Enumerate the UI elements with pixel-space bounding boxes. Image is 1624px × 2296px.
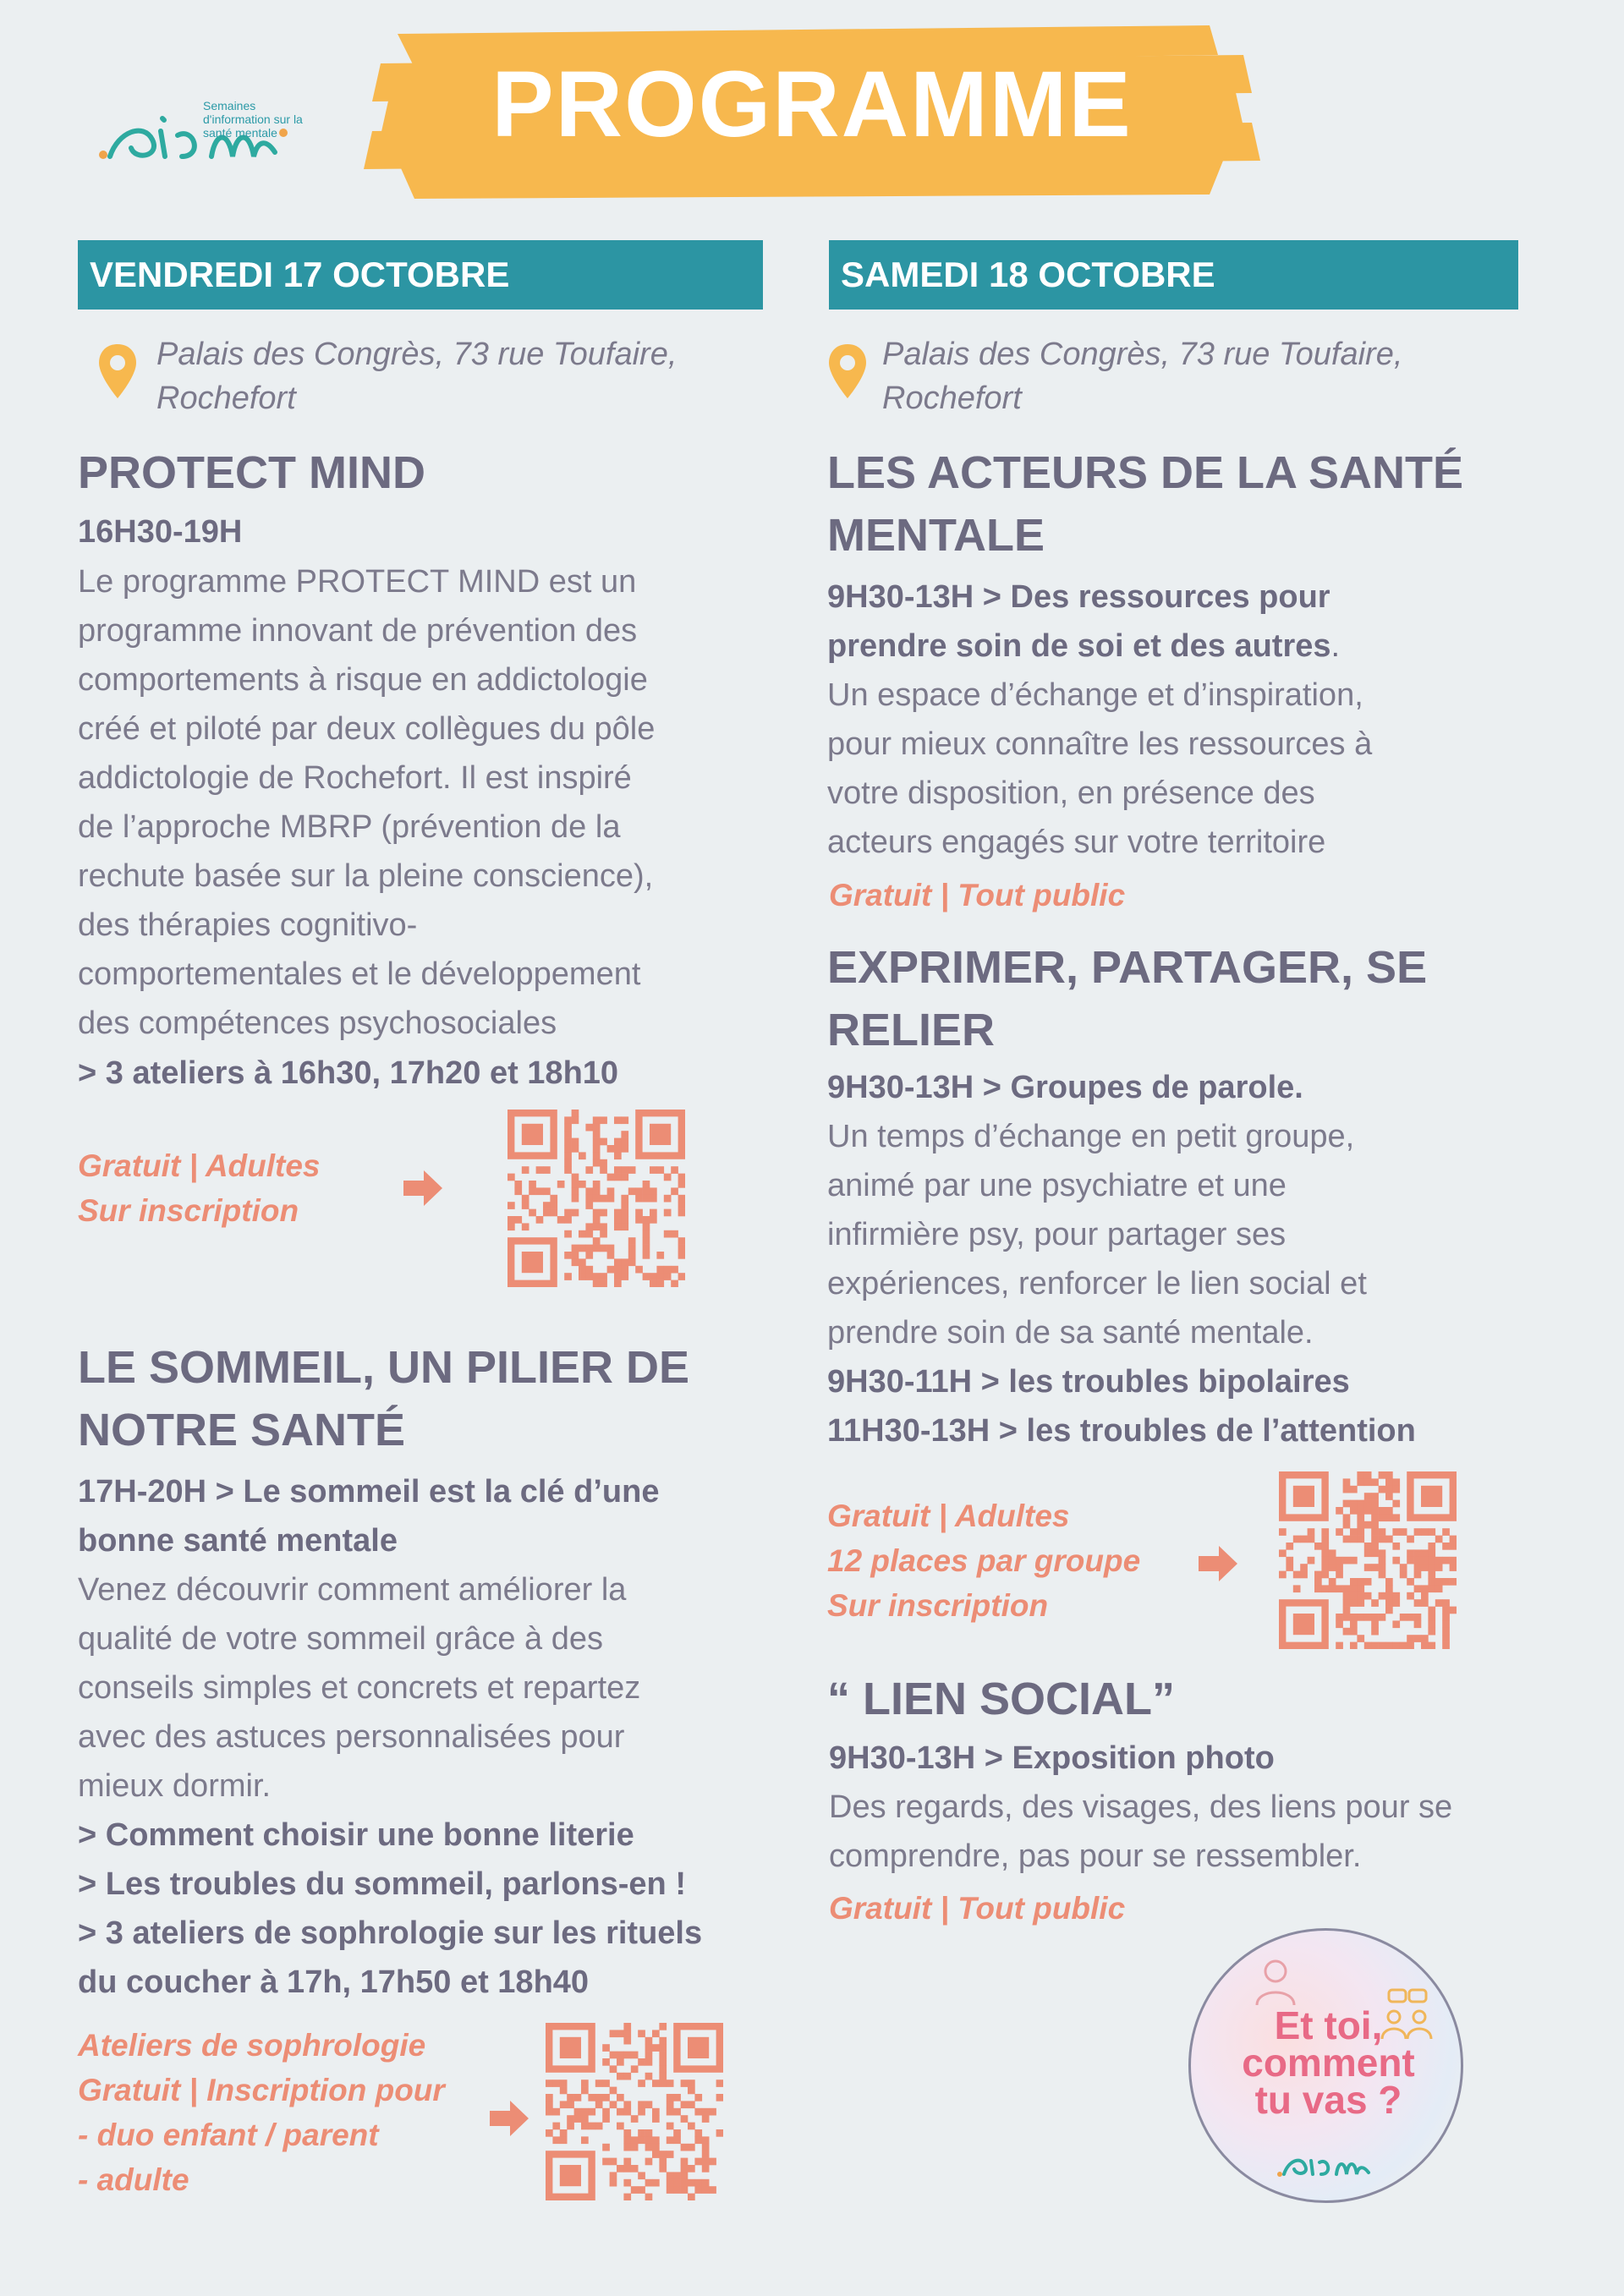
- sism-logo-small: [1276, 2134, 1385, 2189]
- event-title-acteurs: LES ACTEURS DE LA SANTÉ MENTALE: [827, 447, 1464, 561]
- event-time: 16H30-19H: [78, 514, 243, 550]
- arrow-right-icon: [1197, 1544, 1239, 1583]
- event-title-sommeil: LE SOMMEIL, UN PILIER DE NOTRE SANTÉ: [78, 1342, 690, 1455]
- badge-text: Et toi, comment tu vas ?: [1242, 2003, 1415, 2122]
- address-friday: Palais des Congrès, 73 rue Toufaire, Rochefort: [156, 337, 678, 416]
- arrow-right-icon: [402, 1169, 444, 1208]
- arrow-right-icon: [488, 2099, 530, 2138]
- location-pin-icon: [827, 342, 868, 402]
- qr-code[interactable]: [508, 1110, 685, 1287]
- event-title-protect-mind: PROTECT MIND: [78, 447, 425, 498]
- event-sessions: 9H30-11H > les troubles bipolaires 11H30-13H > les troubles de l’attention: [827, 1364, 1416, 1449]
- event-description: Des regards, des visages, des liens pour se comprendre, pas pour se ressembler.: [829, 1789, 1453, 1874]
- location-pin-icon: [97, 342, 138, 402]
- event-title-exprimer: EXPRIMER, PARTAGER, SE RELIER: [827, 942, 1428, 1055]
- event-info: Gratuit | Tout public: [829, 1891, 1126, 1926]
- address-saturday: Palais des Congrès, 73 rue Toufaire, Rochefort: [882, 337, 1403, 416]
- badge-et-toi: [1188, 1928, 1463, 2203]
- event-info: Gratuit | Adultes 12 places par groupe Sur inscription: [827, 1499, 1141, 1623]
- event-points: > Comment choisir une bonne literie > Les troubles du sommeil, parlons-en ! > 3 ateliers de sophrologie sur les rituels du coucher à 17h, 17h50 et 18h40: [78, 1817, 703, 2000]
- day-header-friday: VENDREDI 17 OCTOBRE: [78, 240, 763, 310]
- event-info: Ateliers de sophrologie Gratuit | Inscription pour - duo enfant / parent - adulte: [78, 2028, 445, 2197]
- logo-tagline: Semaines d'information sur la santé mentale: [203, 99, 303, 140]
- event-description: Venez découvrir comment améliorer la qualité de votre sommeil grâce à des conseils simples et concrets et repartez avec des astuces personnalisées pour mieux dormir.: [78, 1572, 641, 1804]
- event-subtitle: 9H30-13H > Des ressources pour prendre soin de soi et des autres.: [827, 579, 1341, 664]
- qr-code[interactable]: [546, 2023, 723, 2200]
- page-title: PROGRAMME: [491, 52, 1133, 156]
- event-title-lien-social: “ LIEN SOCIAL”: [827, 1674, 1176, 1724]
- event-description: Un temps d’échange en petit groupe, animé par une psychiatre et une infirmière psy, pour partager ses expériences, renforcer le lien social et prendre soin de sa santé mentale.: [827, 1119, 1367, 1351]
- event-description: Le programme PROTECT MIND est un programme innovant de prévention des comportements à risque en addictologie créé et piloté par deux collègues du pôle addictologie de Rochefort. Il est inspiré de l’approche MBRP (prévention de la rechute basée sur la pleine conscience), des thérapies cognitivo- comportementales et le développement des compétences psychosociales: [78, 564, 656, 1041]
- event-description: Un espace d’échange et d’inspiration, pour mieux connaître les ressources à votre disposition, en présence des acteurs engagés sur votre territoire: [827, 677, 1373, 860]
- event-subtitle: 17H-20H > Le sommeil est la clé d’une bonne santé mentale: [78, 1474, 660, 1559]
- event-ateliers: > 3 ateliers à 16h30, 17h20 et 18h10: [78, 1055, 619, 1091]
- event-info: Gratuit | Tout public: [829, 878, 1126, 912]
- qr-code[interactable]: [1279, 1471, 1457, 1649]
- event-subtitle: 9H30-13H > Exposition photo: [829, 1740, 1275, 1776]
- day-header-saturday: SAMEDI 18 OCTOBRE: [829, 240, 1518, 310]
- event-subtitle: 9H30-13H > Groupes de parole.: [827, 1070, 1303, 1105]
- event-info: Gratuit | Adultes Sur inscription: [78, 1148, 321, 1228]
